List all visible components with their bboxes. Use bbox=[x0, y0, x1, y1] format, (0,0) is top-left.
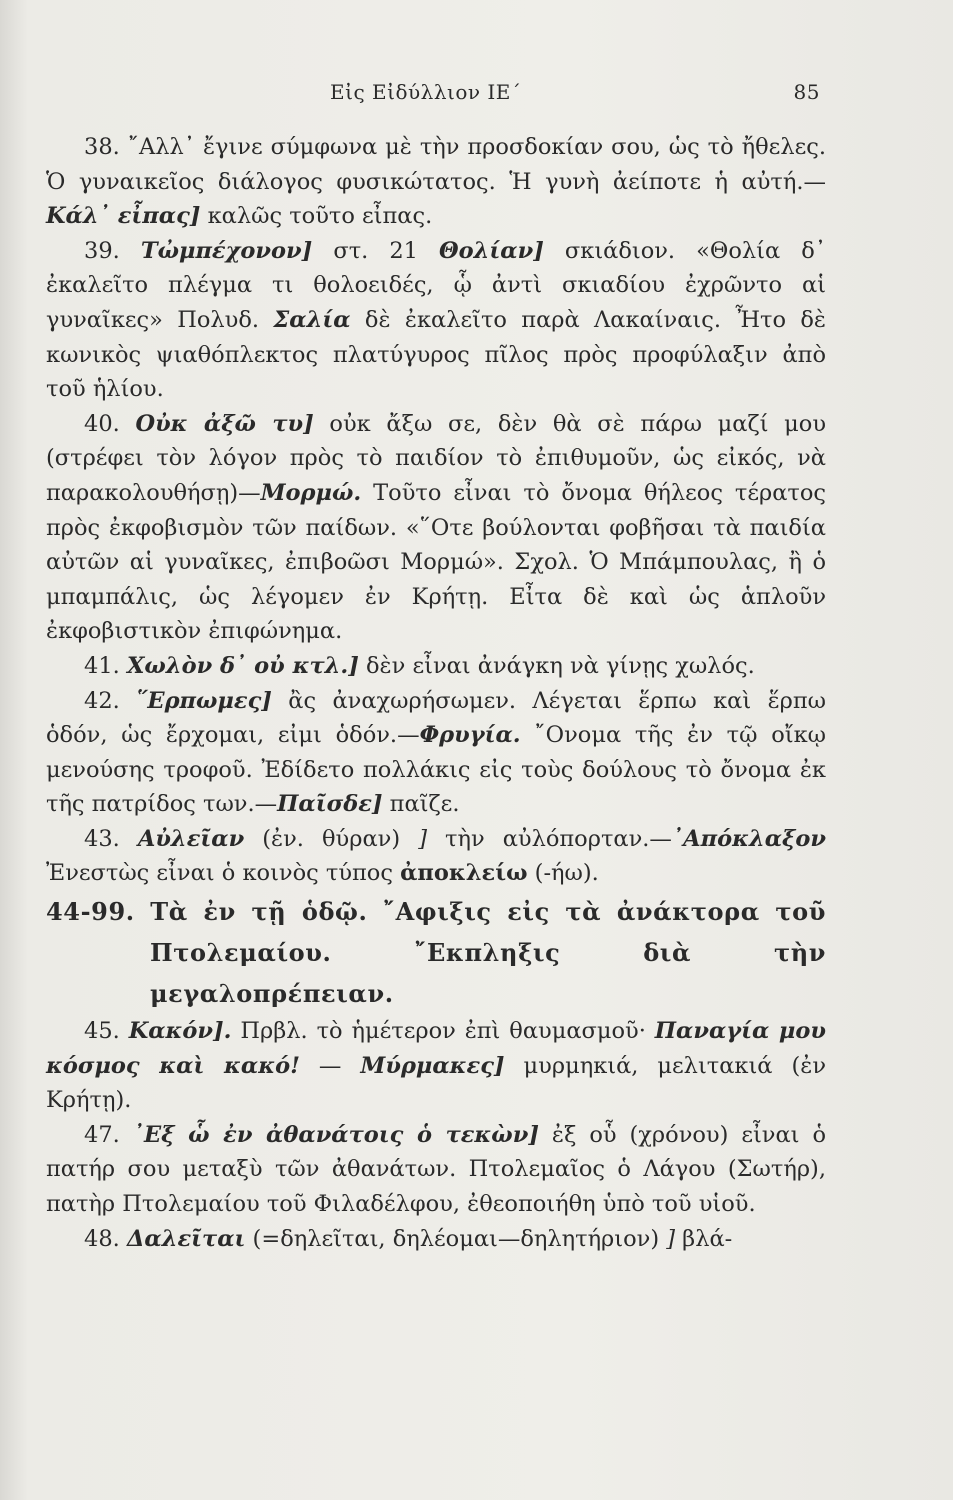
note-42: 42. ῞Ερπωμες] ἂς ἀναχωρήσωμεν. Λέγεται ἕρπω καὶ ἕρπω ὁδόν, ὡς ἔρχομαι, εἰμι ὁδόν.—Φρυγία. ῎Ονομα τῆς ἐν τῷ οἴκῳ μενούσης τροφοῦ. Ἐδίδετο πολλάκις εἰς τοὺς δούλους τὸ ὄνομα ἐκ τῆς πατρίδος των.—Παῖσδε] παῖζε. bbox=[46, 687, 827, 818]
note-39: 39. Τὠμπέχονον] στ. 21 Θολίαν] σκιάδιον. «Θολία δ᾽ ἐκαλεῖτο πλέγμα τι θολοειδές, ᾧ ἀντὶ σκιαδίου ἐχρῶντο αἱ γυναῖκες» Πολυδ. Σαλία δὲ ἐκαλεῖτο παρὰ Λακαίναις. Ἦτο δὲ κωνικὸς ψιαθόπλεκτος πλατύγυρος πῖλος πρὸς προφύλαξιν ἀπὸ τοῦ ἡλίου. bbox=[46, 237, 826, 403]
note-43: 43. Αὐλεῖαν (ἐν. θύραν) ] τὴν αὐλόπορταν.—᾽Απόκλαξον Ἐνεστὼς εἶναι ὁ κοινὸς τύπος ἀποκλείω (-ήω). bbox=[46, 825, 827, 887]
note-48: 48. Δαλεῖται (=δηλεῖται, δηλέομαι—δηλητήριον) ] βλά- bbox=[84, 1225, 733, 1252]
note-41: 41. Χωλὸν δ᾽ οὐ κτλ.] δὲν εἶναι ἀνάγκη νὰ γίνῃς χωλός. bbox=[84, 652, 755, 679]
section-heading: 44-99. Τὰ ἐν τῇ ὁδῷ. ῎Αφιξις εἰς τὰ ἀνάκτορα τοῦ Πτολεμαίου. ῎Εκπληξις διὰ τὴν μεγαλοπρέπειαν. bbox=[46, 897, 826, 1009]
note-38: 38. ῎Αλλ᾽ ἔγινε σύμφωνα μὲ τὴν προσδοκίαν σου, ὡς τὸ ἤθελες. Ὁ γυναικεῖος διάλογος φυσικώτατος. Ἡ γυνὴ ἀείποτε ἡ αὐτή.—Κάλ᾽ εἶπας] καλῶς τοῦτο εἶπας. bbox=[46, 134, 826, 230]
commentary-text bbox=[46, 130, 826, 1256]
running-title: Εἰς Εἰδύλλιον ΙΕ΄ bbox=[330, 80, 522, 104]
page-number: 85 bbox=[793, 80, 820, 104]
note-47: 47. ᾽Εξ ὧ ἐν ἀθανάτοις ὁ τεκὼν] ἐξ οὗ (χρόνου) εἶναι ὁ πατήρ σου μεταξὺ τῶν ἀθανάτων. Πτολεμαῖος ὁ Λάγου (Σωτήρ), πατὴρ Πτολεμαίου τοῦ Φιλαδέλφου, ἐθεοποιήθη ὑπὸ τοῦ υἱοῦ. bbox=[46, 1121, 826, 1218]
note-45: 45. Κακόν]. Πρβλ. τὸ ἡμέτερον ἐπὶ θαυμασμοῦ· Παναγία μου κόσμος καὶ κακό! — Μύρμακες] μυρμηκιά, μελιτακιά (ἐν Κρήτῃ). bbox=[46, 1018, 826, 1114]
note-40: 40. Οὐκ ἀξῶ τυ] οὐκ ἄξω σε, δὲν θὰ σὲ πάρω μαζί μου (στρέφει τὸν λόγον πρὸς τὸ παιδίον τὸ ἐπιθυμοῦν, ὡς εἰκός, νὰ παρακολουθήσῃ)—Μορμώ. Τοῦτο εἶναι τὸ ὄνομα θήλεος τέρατος πρὸς ἐκφοβισμὸν τῶν παίδων. «῞Οτε βούλονται φοβῆσαι τὰ παιδία αὐτῶν αἱ γυναῖκες, ἐπιβοῶσι Μορμώ». Σχολ. Ὁ Μπάμπουλας, ἢ ὁ μπαμπάλις, ὡς λέγομεν ἐν Κρήτῃ. Εἶτα δὲ καὶ ὡς ἁπλοῦν ἐκφοβιστικὸν ἐπιφώνημα. bbox=[46, 410, 827, 645]
